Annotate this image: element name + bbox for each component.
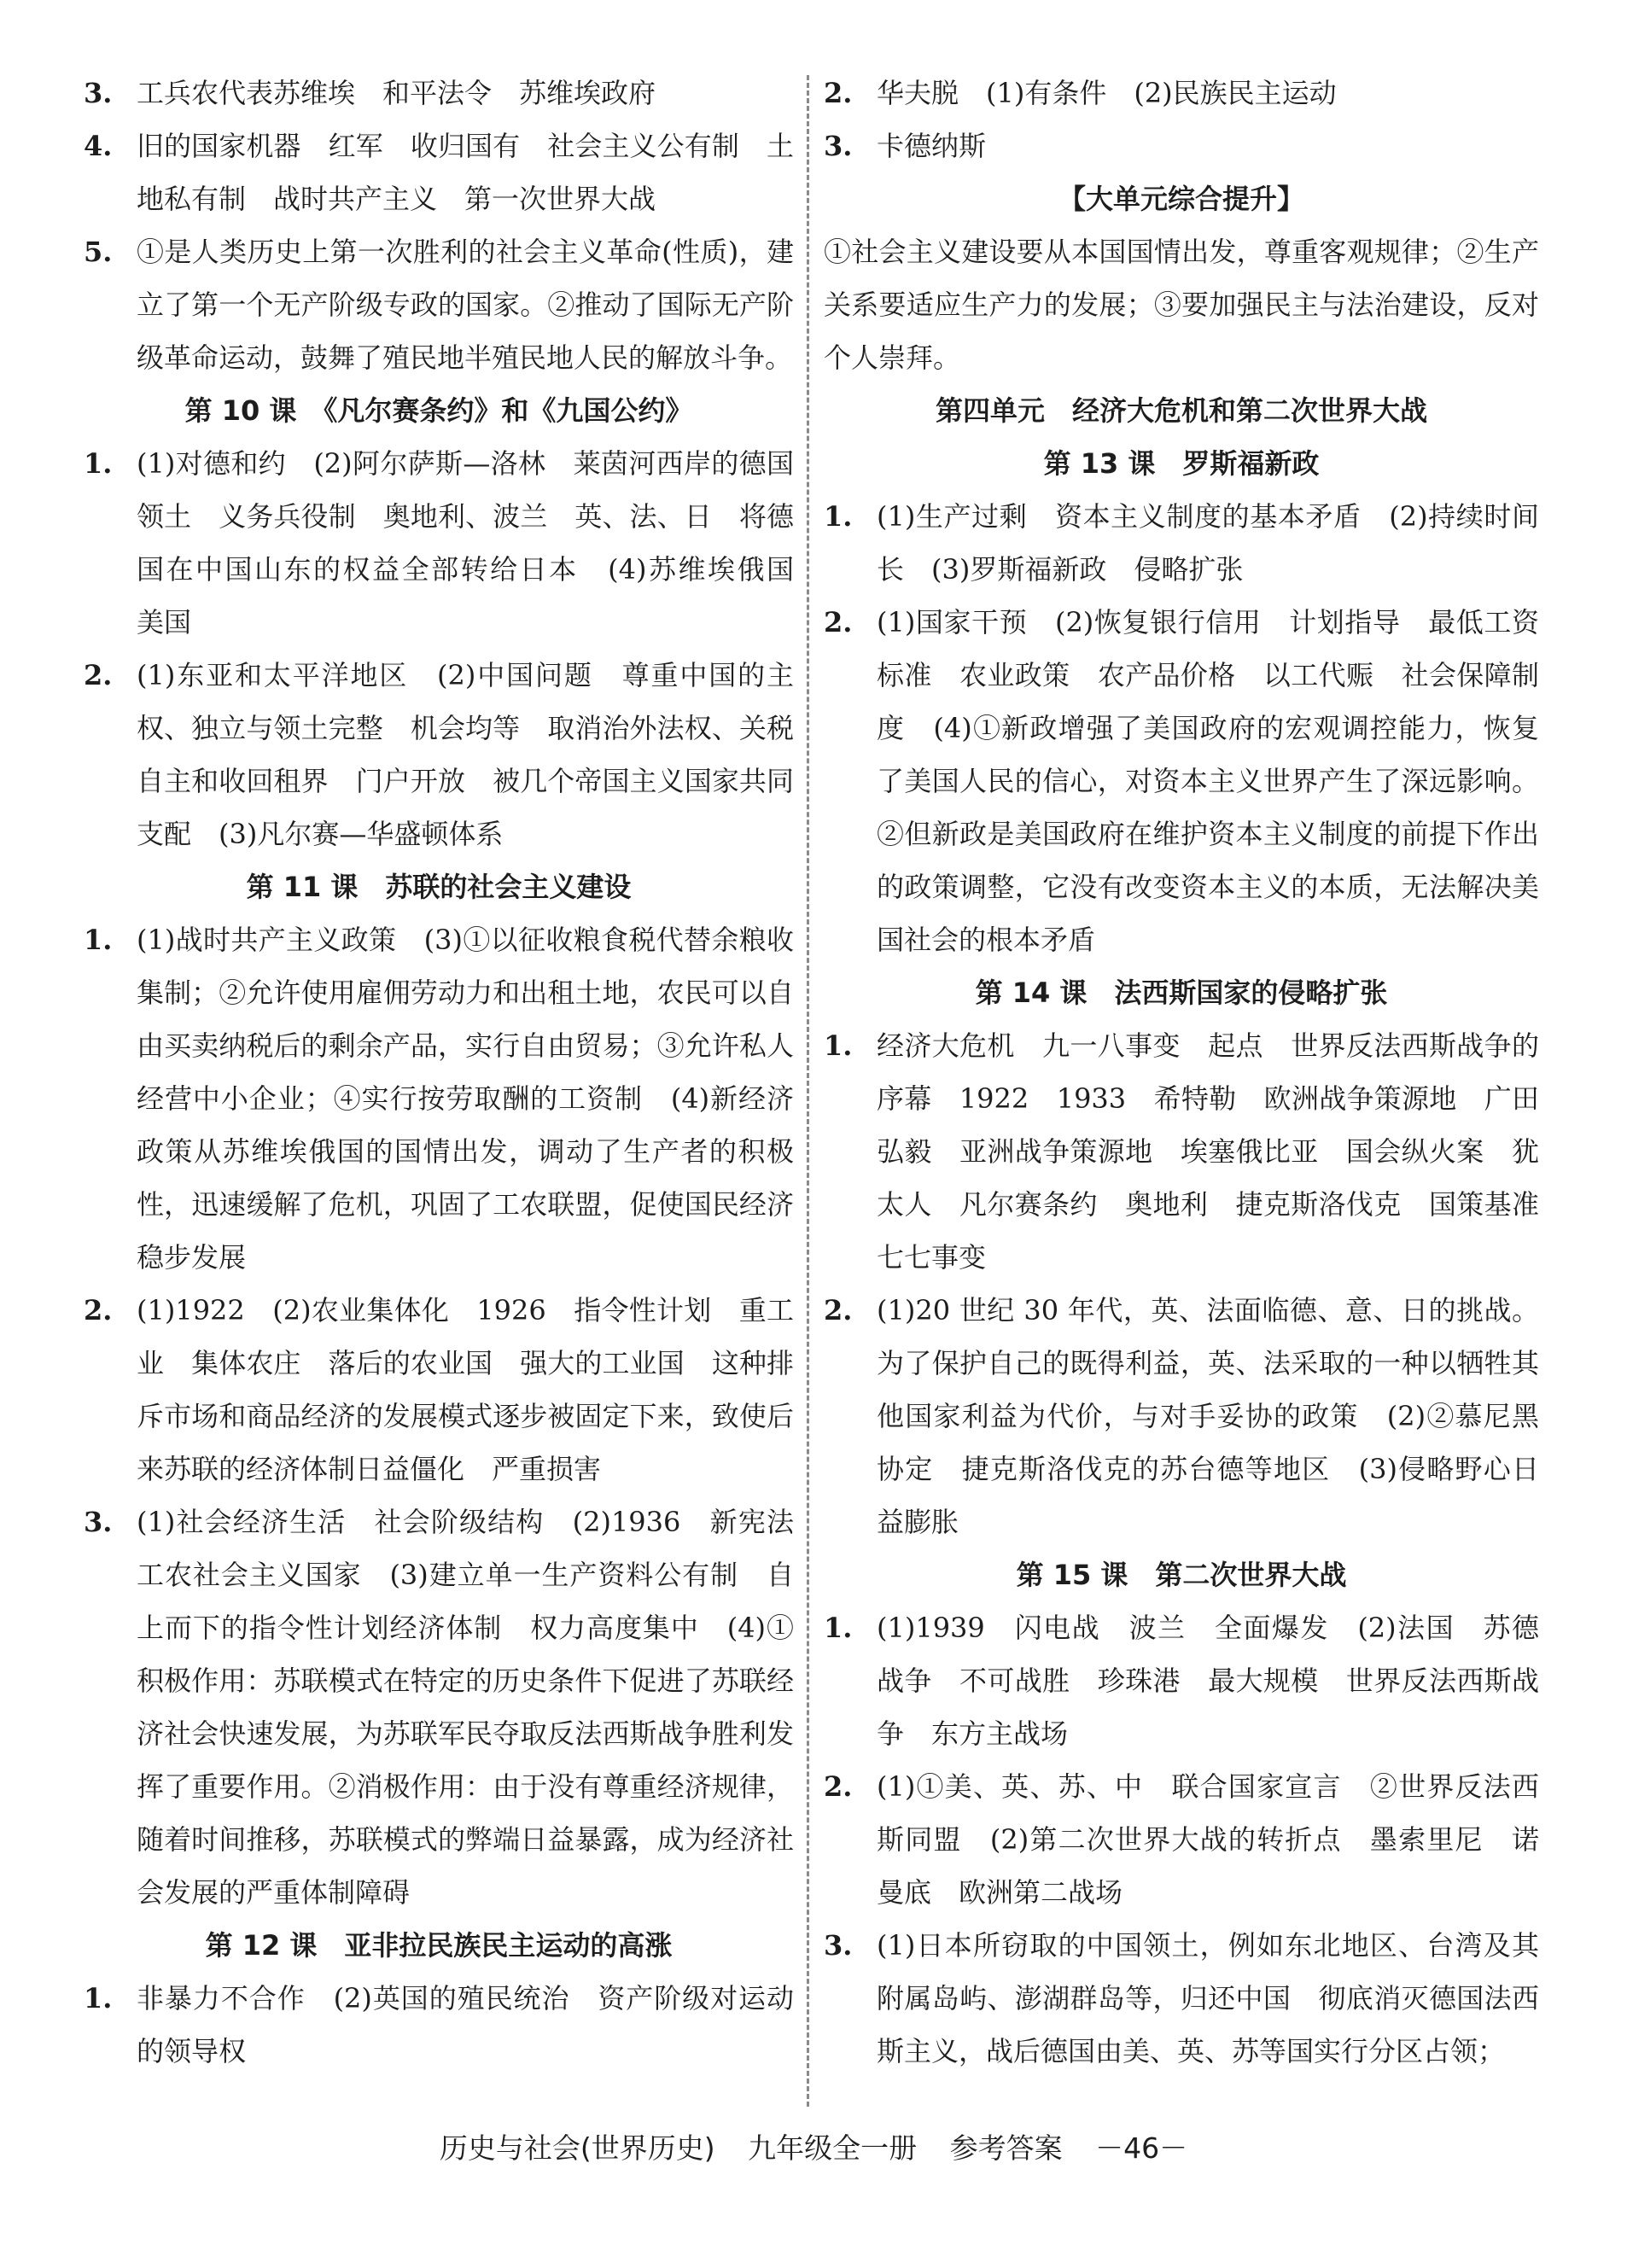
footer-subject: 历史与社会(世界历史) xyxy=(439,2131,715,2165)
answer-text: 卡德纳斯 xyxy=(877,130,987,162)
answer-list xyxy=(84,67,794,384)
lesson-13-heading: 第 13 课 罗斯福新政 xyxy=(1043,447,1320,480)
answer-item xyxy=(824,67,1539,120)
answer-number: 2. xyxy=(824,1770,853,1803)
answer-list xyxy=(824,67,1539,172)
answer-text: (1)战时共产主义政策 (3)①以征收粮食税代替余粮收集制；②允许使用雇佣劳动力和出租土地，农民可以自由买卖纳税后的剩余产品，实行自由贸易；③允许私人经营中小企业；④实行按劳取酬的工资制 (4)新经济政策从苏维埃俄国的国情出发，调动了生产者的积极性，迅速缓解了危机，巩固了工农联盟，促使国民经济稳步发展 xyxy=(137,924,794,1274)
answer-number: 5. xyxy=(84,236,113,268)
answer-item xyxy=(84,913,794,1284)
answer-text: 旧的国家机器 红军 收归国有 社会主义公有制 土地私有制 战时共产主义 第一次世界大战 xyxy=(137,130,794,215)
answer-item xyxy=(824,1760,1539,1919)
answer-number: 1. xyxy=(824,1029,853,1062)
answer-number: 2. xyxy=(824,606,853,638)
answer-list xyxy=(84,1972,794,2078)
page-footer xyxy=(0,2127,1627,2170)
answer-text: (1)社会经济生活 社会阶级结构 (2)1936 新宪法 工农社会主义国家 (3)建立单一生产资料公有制 自上而下的指令性计划经济体制 权力高度集中 (4)①积极作用：苏联模式在特定的历史条件下促进了苏联经济社会快速发展，为苏联军民夺取反法西斯战争胜利发挥了重要作用。②消极作用：由于没有尊重经济规律，随着时间推移，苏联模式的弊端日益暴露，成为经济社会发展的严重体制障碍 xyxy=(137,1506,822,1909)
answer-number: 3. xyxy=(824,130,853,162)
answer-number: 1. xyxy=(84,447,113,480)
footer-grade: 九年级全一册 xyxy=(748,2131,918,2165)
answer-text: (1)国家干预 (2)恢复银行信用 计划指导 最低工资标准 农业政策 农产品价格 以工代赈 社会保障制度 (4)①新政增强了美国政府的宏观调控能力，恢复了美国人民的信心，对资本主义世界产生了深远影响。②但新政是美国政府在维护资本主义制度的前提下作出的政策调整，它没有改变资本主义的本质，无法解决美国社会的根本矛盾 xyxy=(877,606,1539,956)
answer-item xyxy=(84,67,794,120)
answer-text: (1)①美、英、苏、中 联合国家宣言 ②世界反法西斯同盟 (2)第二次世界大战的转折点 墨索里尼 诺曼底 欧洲第二战场 xyxy=(877,1770,1539,1909)
answer-number: 3. xyxy=(84,77,113,109)
answer-item xyxy=(824,1601,1539,1760)
lesson-12-heading: 第 12 课 亚非拉民族民主运动的高涨 xyxy=(205,1929,673,1962)
answer-number: 1. xyxy=(824,500,853,533)
unit-4-heading: 第四单元 经济大危机和第二次世界大战 xyxy=(935,394,1427,427)
answer-text: (1)1922 (2)农业集体化 1926 指令性计划 重工业 集体农庄 落后的农业国 强大的工业国 这种排斥市场和商品经济的发展模式逐步被固定下来，致使后来苏联的经济体制日益僵化 严重损害 xyxy=(137,1294,794,1485)
answer-text: (1)1939 闪电战 波兰 全面爆发 (2)法国 苏德战争 不可战胜 珍珠港 最大规模 世界反法西斯战争 东方主战场 xyxy=(877,1612,1539,1750)
right-column xyxy=(824,67,1567,2078)
answer-text: 经济大危机 九一八事变 起点 世界反法西斯战争的序幕 1922 1933 希特勒 欧洲战争策源地 广田弘毅 亚洲战争策源地 埃塞俄比亚 国会纵火案 犹太人 凡尔赛条约 奥地利 捷克斯洛伐克 国策基准 七七事变 xyxy=(877,1029,1567,1274)
answer-number: 2. xyxy=(84,1294,113,1326)
answer-text: (1)日本所窃取的中国领土，例如东北地区、台湾及其附属岛屿、澎湖群岛等，归还中国 彻底消灭德国法西斯主义，战后德国由美、英、苏等国实行分区占领； xyxy=(877,1929,1539,2067)
answer-number: 2. xyxy=(84,659,113,691)
answer-item xyxy=(824,1284,1539,1548)
unit-summary-heading: 【大单元综合提升】 xyxy=(1058,183,1304,215)
answer-item xyxy=(84,1495,822,1919)
lesson-15-heading: 第 15 课 第二次世界大战 xyxy=(1016,1559,1347,1591)
answer-item xyxy=(824,120,1539,172)
answer-list xyxy=(824,1601,1539,2078)
answer-text: (1)东亚和太平洋地区 (2)中国问题 尊重中国的主权、独立与领土完整 机会均等 取消治外法权、关税自主和收回租界 门户开放 被几个帝国主义国家共同支配 (3)凡尔赛—华盛顿体系 xyxy=(137,659,794,850)
footer-label: 参考答案 xyxy=(949,2131,1063,2165)
answer-item xyxy=(84,1972,794,2078)
lesson-10-heading: 第 10 课 《凡尔赛条约》和《九国公约》 xyxy=(184,394,693,427)
answer-text: 非暴力不合作 (2)英国的殖民统治 资产阶级对运动的领导权 xyxy=(137,1982,794,2067)
answer-number: 2. xyxy=(824,1294,853,1326)
answer-text: (1)对德和约 (2)阿尔萨斯—洛林 莱茵河西岸的德国领土 义务兵役制 奥地利、波兰 英、法、日 将德国在中国山东的权益全部转给日本 (4)苏维埃俄国 美国 xyxy=(137,447,822,638)
answer-item xyxy=(824,1019,1567,1284)
answer-list xyxy=(824,1019,1567,1548)
column-divider xyxy=(807,75,809,2107)
answer-item xyxy=(84,225,794,384)
answer-number: 2. xyxy=(824,77,853,109)
unit-summary-text: ①社会主义建设要从本国国情出发，尊重客观规律；②生产关系要适应生产力的发展；③要加强民主与法治建设，反对个人崇拜。 xyxy=(824,236,1539,374)
left-column xyxy=(84,67,822,2078)
page-number: －46－ xyxy=(1095,2131,1188,2165)
answer-number: 1. xyxy=(84,924,113,956)
answer-list xyxy=(824,490,1539,966)
answer-item xyxy=(824,490,1539,596)
answer-item xyxy=(84,649,794,860)
lesson-11-heading: 第 11 课 苏联的社会主义建设 xyxy=(246,871,632,903)
answer-item xyxy=(84,120,794,225)
answer-text: ①是人类历史上第一次胜利的社会主义革命(性质)，建立了第一个无产阶级专政的国家。②推动了国际无产阶级革命运动，鼓舞了殖民地半殖民地人民的解放斗争。 xyxy=(137,236,794,374)
answer-text: (1)生产过剩 资本主义制度的基本矛盾 (2)持续时间长 (3)罗斯福新政 侵略扩张 xyxy=(877,500,1539,586)
answer-item xyxy=(84,1284,794,1495)
answer-text: 华夫脱 (1)有条件 (2)民族民主运动 xyxy=(877,77,1337,109)
answer-list xyxy=(84,913,822,1919)
answer-number: 3. xyxy=(824,1929,853,1962)
answer-text: 工兵农代表苏维埃 和平法令 苏维埃政府 xyxy=(137,77,656,109)
answer-number: 4. xyxy=(84,130,113,162)
answer-item xyxy=(824,596,1539,966)
answer-number: 1. xyxy=(84,1982,113,2014)
answer-number: 1. xyxy=(824,1612,853,1644)
answer-number: 3. xyxy=(84,1506,113,1538)
lesson-14-heading: 第 14 课 法西斯国家的侵略扩张 xyxy=(975,977,1388,1009)
answer-list xyxy=(84,437,822,860)
answer-text: (1)20 世纪 30 年代，英、法面临德、意、日的挑战。为了保护自己的既得利益，英、法采取的一种以牺牲其他国家利益为代价，与对手妥协的政策 (2)②慕尼黑协定 捷克斯洛伐克的苏台德等地区 (3)侵略野心日益膨胀 xyxy=(877,1294,1539,1538)
answer-item xyxy=(824,1919,1539,2078)
answer-item xyxy=(84,437,822,649)
